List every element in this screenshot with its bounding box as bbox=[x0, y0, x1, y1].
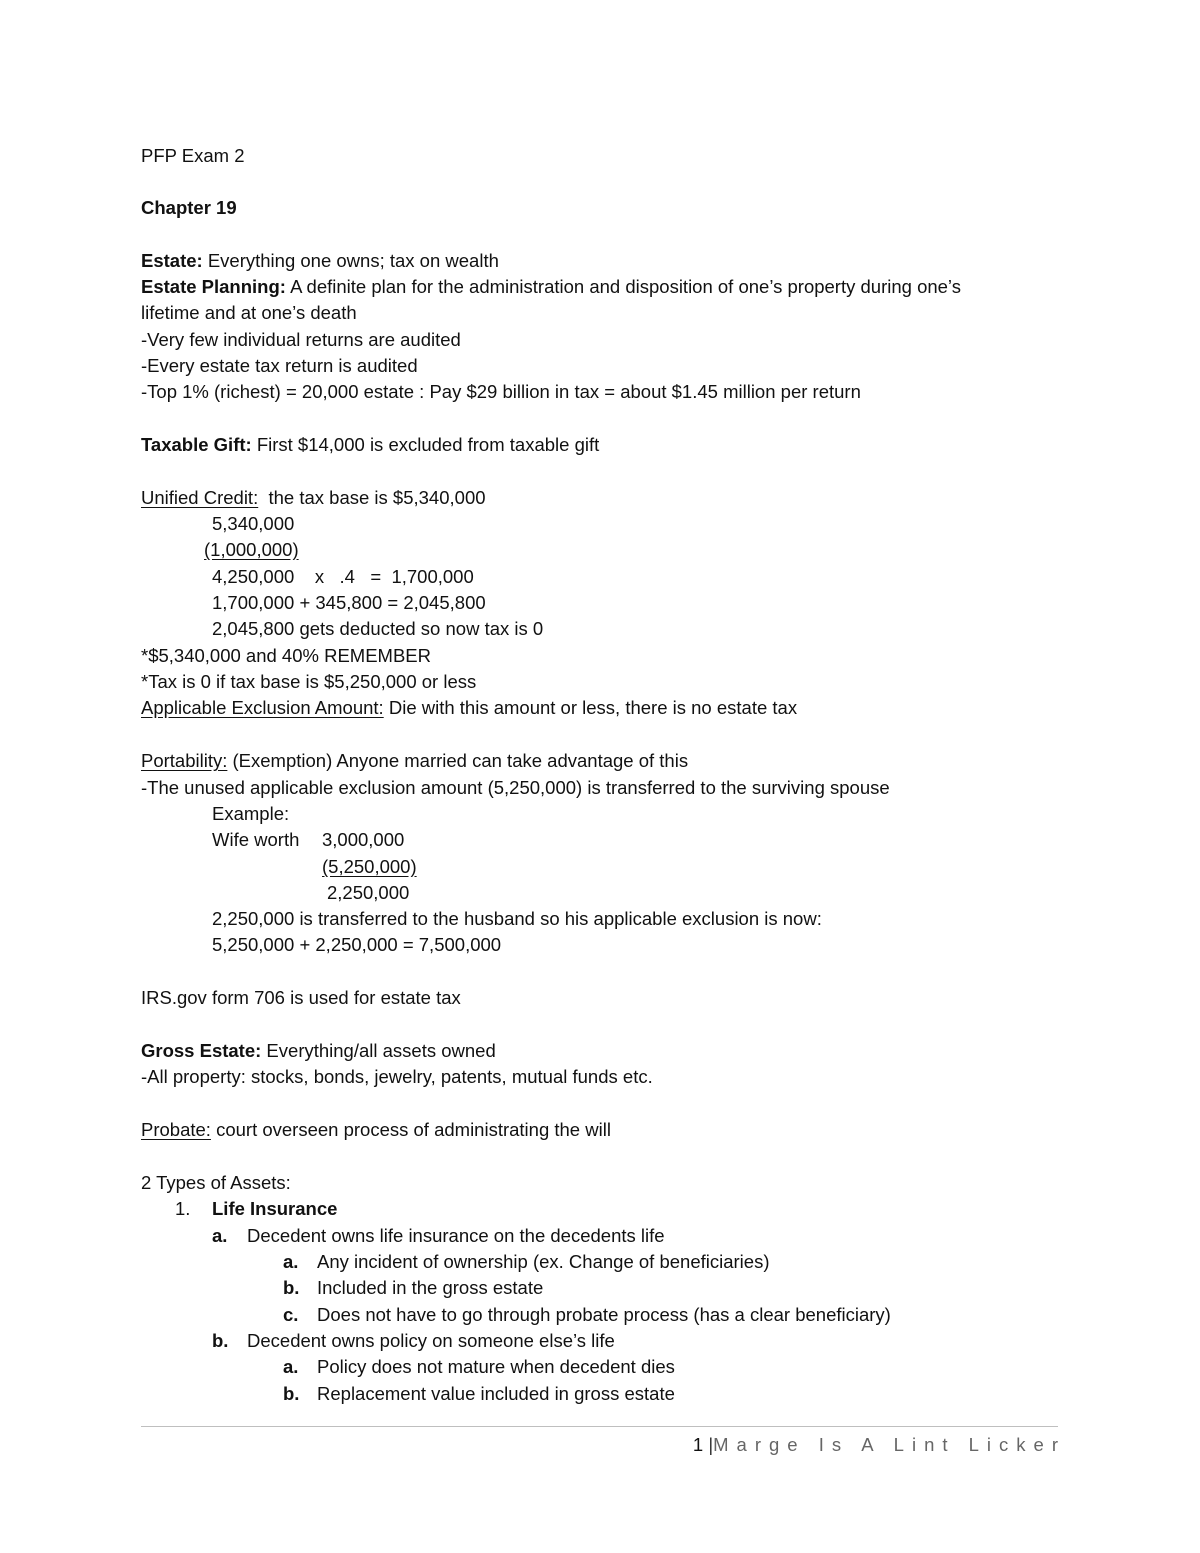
calc-value: (5,250,000) bbox=[322, 856, 417, 877]
list-marker: b. bbox=[283, 1277, 300, 1298]
calc-value: 3,000,000 bbox=[322, 829, 405, 850]
list-item: Included in the gross estate bbox=[317, 1277, 544, 1298]
probate-def: court overseen process of administrating the will bbox=[210, 1119, 611, 1140]
document-title: PFP Exam 2 bbox=[141, 145, 245, 166]
list-marker: b. bbox=[212, 1330, 229, 1351]
note-line: *$5,340,000 and 40% REMEMBER bbox=[141, 645, 432, 666]
list-item: Decedent owns life insurance on the decedents life bbox=[247, 1225, 665, 1246]
unified-credit-def: the tax base is $5,340,000 bbox=[258, 487, 486, 508]
unified-credit-definition bbox=[141, 487, 486, 509]
list-marker: c. bbox=[283, 1304, 299, 1325]
taxable-gift-term: Taxable Gift: bbox=[141, 434, 252, 455]
assets-heading: 2 Types of Assets: bbox=[141, 1172, 291, 1193]
list-marker: a. bbox=[212, 1225, 228, 1246]
calc-line: 2,045,800 gets deducted so now tax is 0 bbox=[212, 618, 544, 639]
list-item: Decedent owns policy on someone else’s life bbox=[247, 1330, 615, 1351]
calc-line: 4,250,000 x .4 = 1,700,000 bbox=[212, 566, 474, 587]
applicable-exclusion-definition bbox=[141, 697, 797, 719]
portability-line: -The unused applicable exclusion amount (5,250,000) is transferred to the surviving spouse bbox=[141, 777, 890, 798]
estate-planning-def-cont: lifetime and at one’s death bbox=[141, 302, 357, 323]
portability-def: (Exemption) Anyone married can take advantage of this bbox=[227, 750, 689, 771]
gross-estate-line: -All property: stocks, bonds, jewelry, patents, mutual funds etc. bbox=[141, 1066, 653, 1087]
list-marker: b. bbox=[283, 1383, 300, 1404]
example-label: Example: bbox=[212, 803, 290, 824]
estate-term: Estate: bbox=[141, 250, 203, 271]
list-item: Any incident of ownership (ex. Change of beneficiaries) bbox=[317, 1251, 770, 1272]
note-line: *Tax is 0 if tax base is $5,250,000 or less bbox=[141, 671, 477, 692]
irs-line: IRS.gov form 706 is used for estate tax bbox=[141, 987, 461, 1008]
chapter-heading: Chapter 19 bbox=[141, 197, 237, 218]
portability-definition bbox=[141, 750, 688, 772]
list-item: Replacement value included in gross estate bbox=[317, 1383, 675, 1404]
page-footer bbox=[692, 1434, 1066, 1456]
wife-worth-label: Wife worth bbox=[212, 829, 300, 850]
transfer-line: 2,250,000 is transferred to the husband so his applicable exclusion is now: bbox=[212, 908, 822, 929]
unified-credit-term: Unified Credit: bbox=[141, 487, 259, 508]
list-marker: a. bbox=[283, 1356, 299, 1377]
estate-bullet: -Every estate tax return is audited bbox=[141, 355, 418, 376]
gross-estate-term: Gross Estate: bbox=[141, 1040, 262, 1061]
list-item: Does not have to go through probate process (has a clear beneficiary) bbox=[317, 1304, 891, 1325]
list-item: Life Insurance bbox=[212, 1198, 338, 1219]
probate-definition bbox=[141, 1119, 611, 1141]
applicable-exclusion-term: Applicable Exclusion Amount: bbox=[141, 697, 384, 718]
list-marker: a. bbox=[283, 1251, 299, 1272]
estate-bullet: -Very few individual returns are audited bbox=[141, 329, 461, 350]
calc-line: 1,700,000 + 345,800 = 2,045,800 bbox=[212, 592, 486, 613]
estate-definition bbox=[141, 250, 499, 272]
footer-divider bbox=[141, 1426, 1058, 1427]
sum-line: 5,250,000 + 2,250,000 = 7,500,000 bbox=[212, 934, 502, 955]
estate-planning-term: Estate Planning: bbox=[141, 276, 286, 297]
gross-estate-definition bbox=[141, 1040, 496, 1062]
footer-separator: | bbox=[708, 1434, 714, 1455]
footer-author: Marge Is A Lint Licker bbox=[713, 1434, 1066, 1455]
gross-estate-def: Everything/all assets owned bbox=[261, 1040, 496, 1061]
applicable-exclusion-def: Die with this amount or less, there is no estate tax bbox=[383, 697, 798, 718]
page-number: 1 bbox=[692, 1434, 704, 1455]
list-item: Policy does not mature when decedent dies bbox=[317, 1356, 675, 1377]
calc-line: (1,000,000) bbox=[204, 539, 299, 560]
estate-planning-def: A definite plan for the administration and disposition of one’s property during one’s bbox=[285, 276, 961, 297]
calc-value: 2,250,000 bbox=[327, 882, 410, 903]
taxable-gift-definition bbox=[141, 434, 599, 456]
portability-term: Portability: bbox=[141, 750, 228, 771]
probate-term: Probate: bbox=[141, 1119, 211, 1140]
estate-bullet: -Top 1% (richest) = 20,000 estate : Pay $29 billion in tax = about $1.45 million per return bbox=[141, 381, 861, 402]
estate-planning-definition bbox=[141, 276, 961, 298]
list-marker: 1. bbox=[175, 1198, 191, 1219]
estate-def: Everything one owns; tax on wealth bbox=[202, 250, 499, 271]
taxable-gift-def: First $14,000 is excluded from taxable gift bbox=[251, 434, 600, 455]
calc-line: 5,340,000 bbox=[212, 513, 295, 534]
